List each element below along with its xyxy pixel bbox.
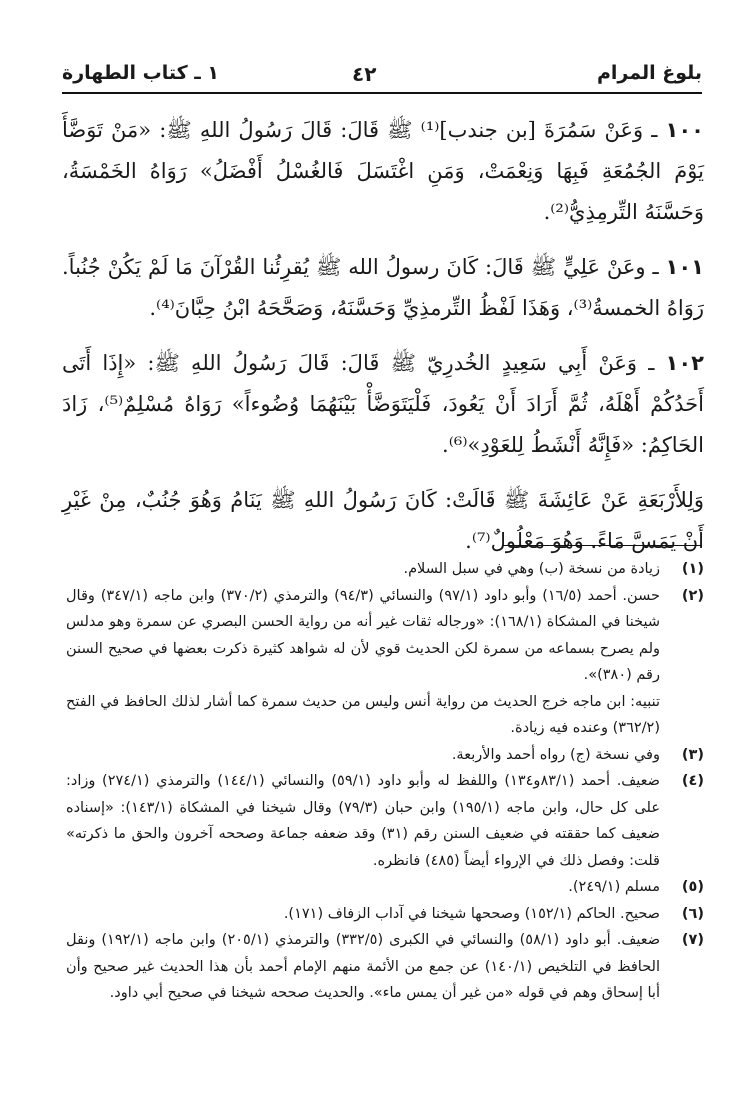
footnote-number: (٧) <box>681 932 704 948</box>
hadith-102-addendum <box>62 480 704 562</box>
footnote-7 <box>66 927 704 1007</box>
footnote-5 <box>66 874 704 901</box>
page-header <box>62 58 702 94</box>
hadith-text: ـ وعَنْ عَلِيٍّ ﷺ قَالَ: كَانَ رسولُ الله ﷺ يُقرِئُنا القُرْآنَ مَا لَمْ يَكُنْ جُنُباً. رَوَاهُ الخمسةُ⁽³⁾، وَهَذَا لَفْظُ التِّرمذِيِّ وَحَسَّنَهُ، وَصَحَّحَهُ ابْنُ حِبَّانَ⁽⁴⁾. <box>62 255 704 320</box>
footnote-text: صحيح. الحاكم (١٥٢/١) وصححها شيخنا في آداب الزفاف (١٧١). <box>283 905 660 922</box>
footnote-number: (٦) <box>681 905 704 922</box>
hadith-number: ١٠١ <box>665 255 704 279</box>
footnote-number: (٤) <box>681 773 704 789</box>
footnote-number: (٢) <box>681 587 704 604</box>
footnotes <box>66 556 704 1007</box>
footnote-3 <box>66 742 704 769</box>
footnote-remark: تنبيه: ابن ماجه خرج الحديث من رواية أنس وليس من حديث سمرة كما أشار لذلك الحافظ في الفتح (٣٦٢/٢) وعنده فيه زيادة. <box>66 693 660 736</box>
footnote-6 <box>66 901 704 928</box>
hadith-text: ـ وَعَنْ سَمُرَةَ [بن جندب]⁽¹⁾ ﷺ قَالَ: قَالَ رَسُولُ اللهِ ﷺ: «مَنْ تَوَضَّأَ يَوْمَ الجُمُعَةِ فَبِهَا وَنِعْمَتْ، وَمَنِ اغْتَسَلَ فَالغُسْلُ أَفْضَلُ» رَوَاهُ الخَمْسَةُ، وَحَسَّنَهُ التِّرمِذِيُّ⁽²⁾. <box>62 118 704 224</box>
footnote-1 <box>66 556 704 583</box>
hadith-number: ١٠٠ <box>665 118 704 142</box>
footnote-text: زيادة من نسخة (ب) وهي في سبل السلام. <box>403 561 660 577</box>
chapter-title: ١ ـ كتاب الطهارة <box>62 62 219 84</box>
footnote-number: (٥) <box>681 879 704 895</box>
page-number: ٤٢ <box>352 62 377 86</box>
footnote-divider <box>502 545 702 546</box>
footnote-text: ضعيف. أبو داود (٥٨/١) والنسائي في الكبرى (٣٣٢/٥) والترمذي (٢٠٥/١) وابن ماجه (١٩٢/١) ونقل الحافظ في التلخيص (١٤٠/١) عن جمع من الأئمة منهم الإمام أحمد بأن هذا الحديث غير صحيح وأن أبا إسحاق وهم في قوله «من غير أن يمس ماء». والحديث صححه شيخنا في صحيح أبي داود. <box>66 932 661 1001</box>
footnote-text: حسن. أحمد (١٦/٥) وأبو داود (٩٧/١) والنسائي (٩٤/٣) والترمذي (٣٧٠/٢) وابن ماجه (٣٤٧/١) وقال شيخنا في المشكاة (١٦٨/١): «ورجاله ثقات غير أنه من رواية الحسن البصري عن سمرة وهو مدلس ولم يصرح بسماعه من سمرة لكن الحديث قوي لأن له شواهد كثيرة ذكرت بعضها في صحيح السنن رقم (٣٨٠)». <box>66 587 661 683</box>
footnote-text: وفي نسخة (ج) رواه أحمد والأربعة. <box>451 746 660 763</box>
hadith-101 <box>62 247 704 329</box>
footnote-4 <box>66 768 704 874</box>
hadith-102 <box>62 343 704 466</box>
hadith-100 <box>62 110 704 233</box>
footnote-number: (١) <box>681 561 704 577</box>
footnote-2 <box>66 583 704 742</box>
hadith-text: وَلِلأَرْبَعَةِ عَنْ عَائِشَةَ ﷺ قَالَتْ: كَانَ رَسُولُ اللهِ ﷺ يَنَامُ وَهُوَ جُنُبٌ، مِنْ غَيْرِ أَنْ يَمَسَّ مَاءً. وَهُوَ مَعْلُولٌ⁽⁷⁾. <box>62 488 704 553</box>
footnote-number: (٣) <box>681 746 704 763</box>
hadith-number: ١٠٢ <box>665 351 704 375</box>
footnote-text: مسلم (٢٤٩/١). <box>568 879 660 895</box>
footnote-text: ضعيف. أحمد (٨٣/١و١٣٤) واللفظ له وأبو داود (٥٩/١) والنسائي (١٤٤/١) والترمذي (٢٧٤/١) وزاد: على كل حال، وابن ماجه (١٩٥/١) وابن حبان (٧٩/٣) وقال شيخنا في المشكاة (١٤٣/١): «إسناده ضعيف كما حققته في ضعيف السنن رقم (٣١) وقد ضعفه جماعة وصححه آخرون والحق ما ذكرته» قلت: وفصل ذلك في الإرواء أيضاً (٤٨٥) فانظره. <box>66 773 660 869</box>
book-title: بلوغ المرام <box>596 62 702 84</box>
hadith-text: ـ وَعَنْ أَبِي سَعِيدٍ الخُدرِيّ ﷺ قَالَ: قَالَ رَسُولُ اللهِ ﷺ: «إِذَا أَتَى أَحَدُكُمْ أَهْلَهُ، ثُمَّ أَرَادَ أَنْ يَعُودَ، فَلْيَتَوَضَّأْ بَيْنَهُمَا وُضُوءاً» رَوَاهُ مُسْلِمٌ⁽⁵⁾، زَادَ الحَاكِمُ: «فَإِنَّهُ أَنْشَطُ لِلعَوْدِ»⁽⁶⁾. <box>62 351 704 457</box>
hadith-section <box>62 110 704 576</box>
